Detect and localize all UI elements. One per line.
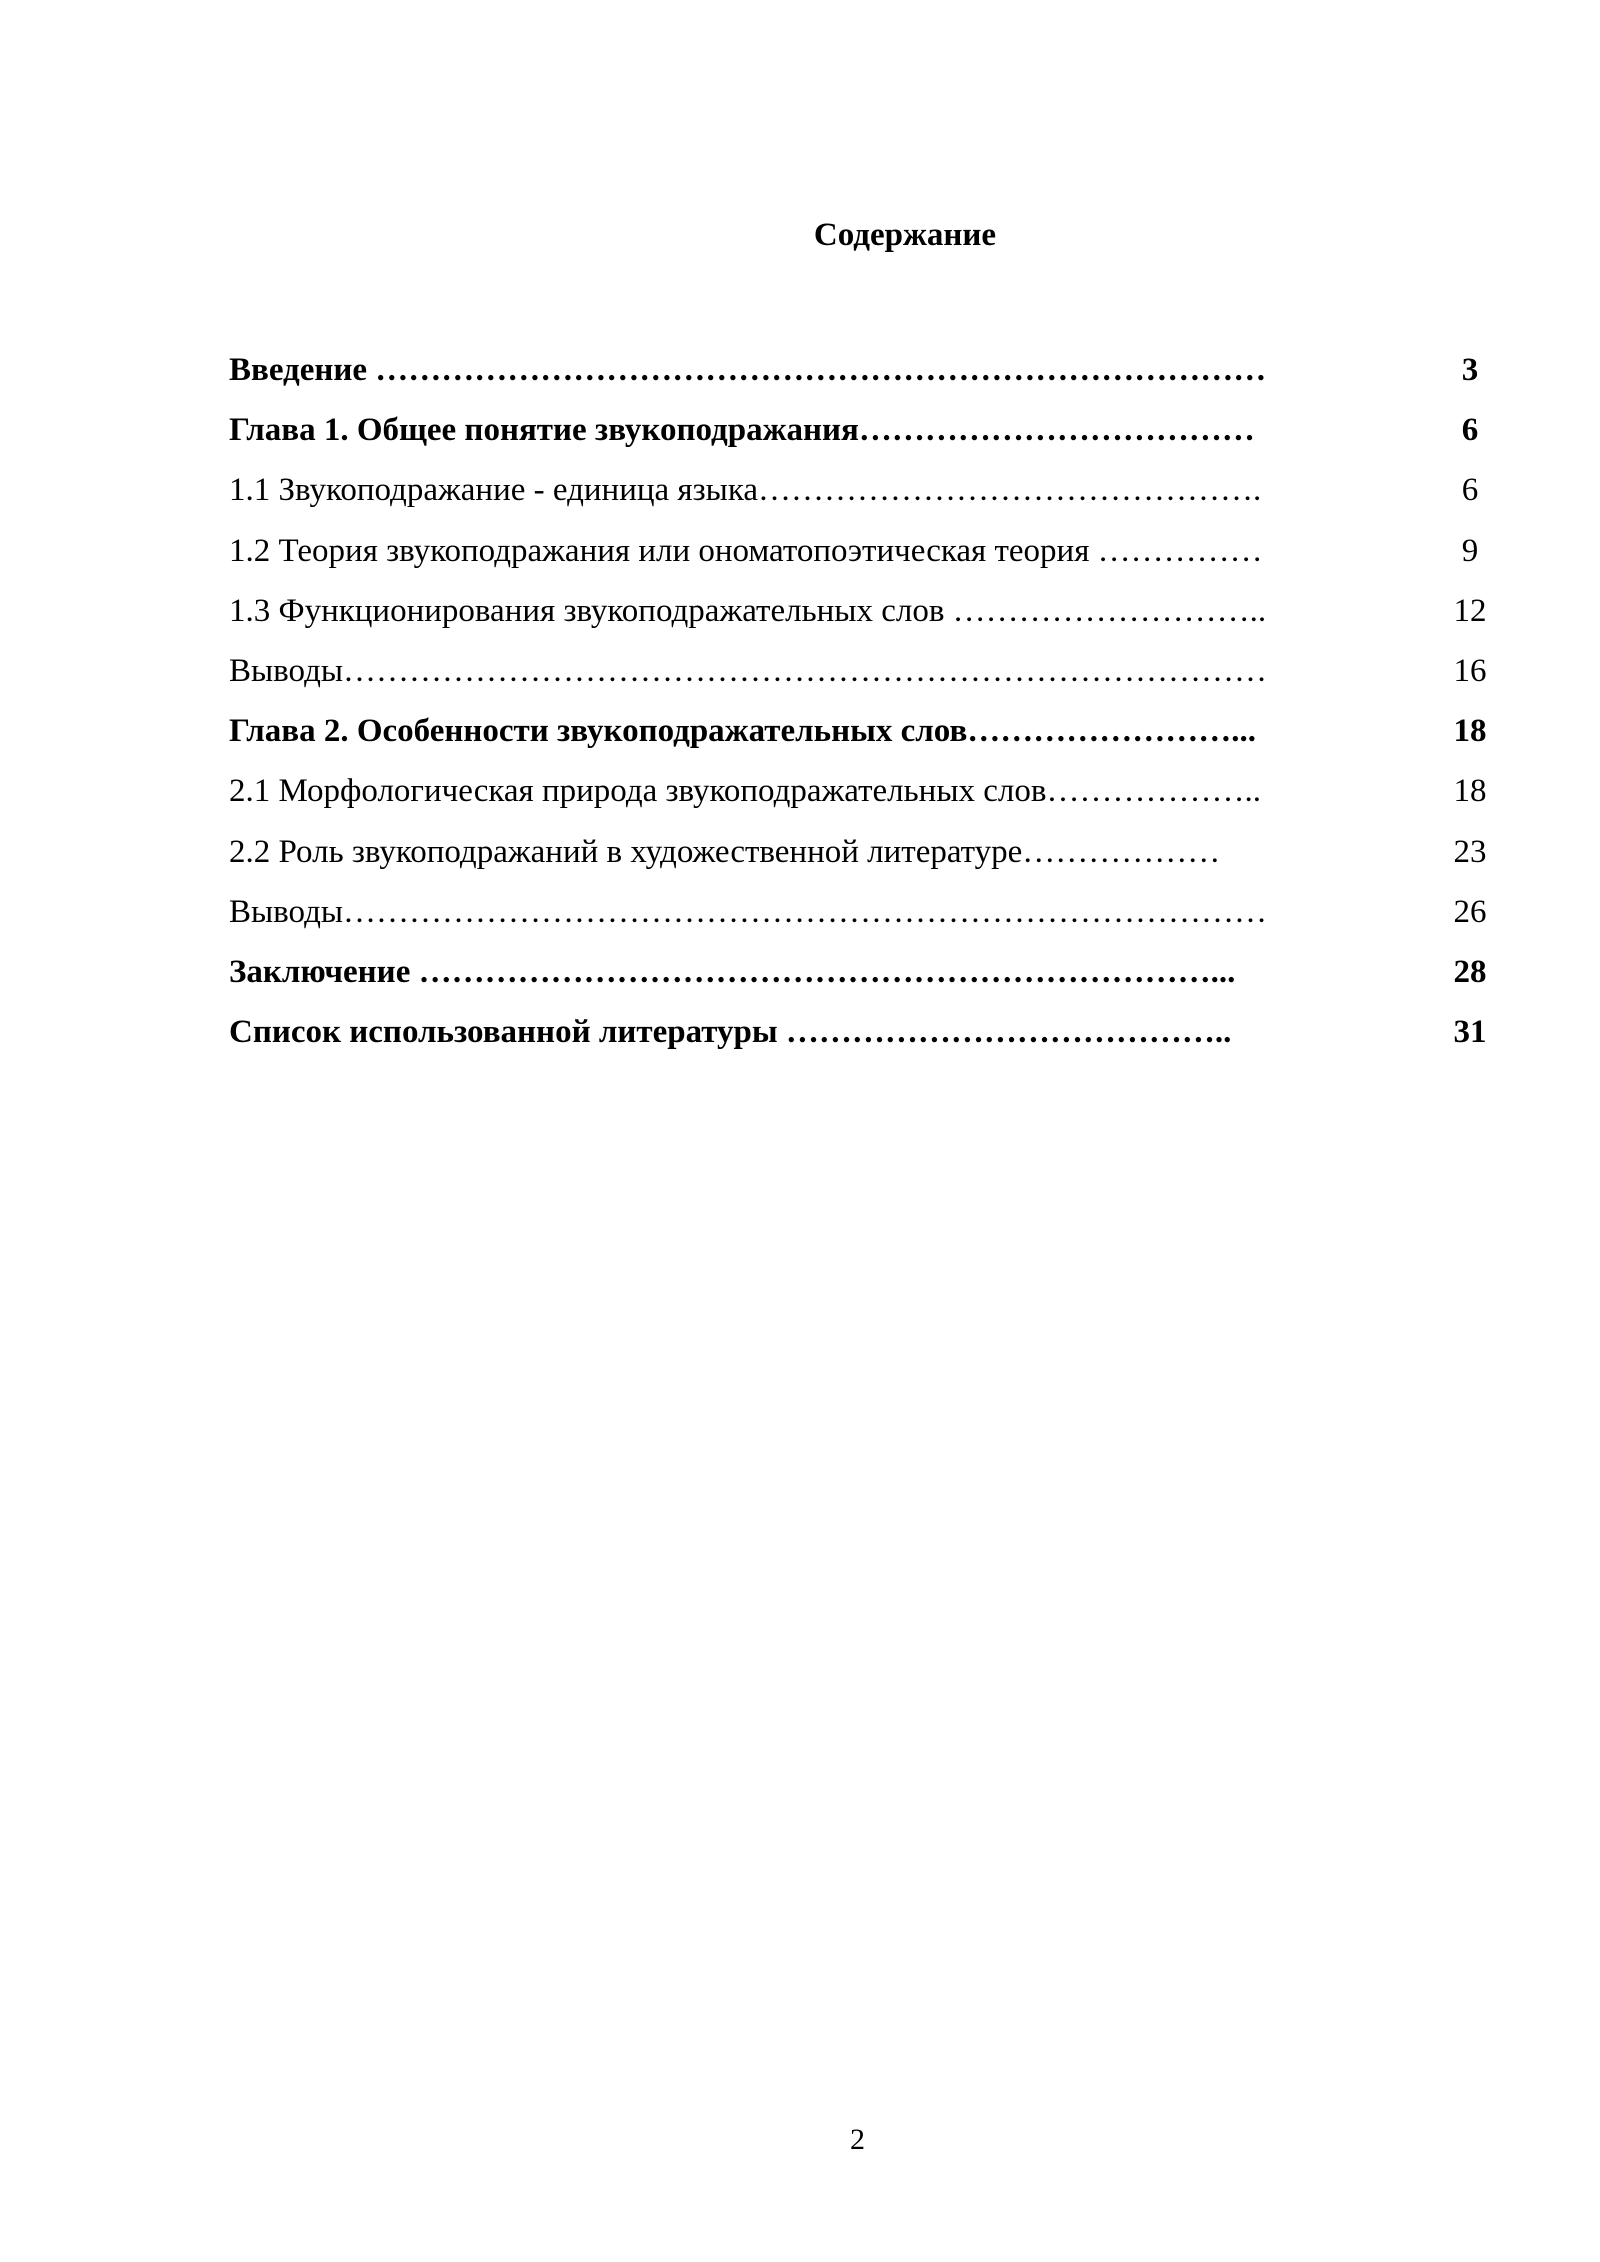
toc-entry-page: 18 xyxy=(1453,713,1487,750)
toc-entry-page: 12 xyxy=(1453,592,1487,629)
toc-entry-title: 2.2 Роль звукоподражаний в художественной литературе……………… xyxy=(229,833,1221,870)
toc-row xyxy=(229,942,1489,1002)
toc-entry-page: 6 xyxy=(1461,412,1479,449)
toc-entry-title: Выводы………………………………………………………………………… xyxy=(229,652,1268,689)
toc-entry-page: 6 xyxy=(1461,472,1479,509)
toc-row xyxy=(229,761,1489,821)
toc-entry-page: 26 xyxy=(1453,893,1487,930)
toc-entry-title: Список использованной литературы ………………………………….. xyxy=(229,1014,1232,1051)
page-number: 2 xyxy=(850,2123,865,2156)
toc-row xyxy=(229,641,1489,701)
table-of-contents xyxy=(229,340,1489,1062)
toc-entry-title: Глава 1. Общее понятие звукоподражания……………………………… xyxy=(229,412,1255,449)
toc-row xyxy=(229,581,1489,641)
toc-row xyxy=(229,400,1489,460)
toc-row xyxy=(229,1002,1489,1062)
toc-row xyxy=(229,701,1489,761)
toc-row xyxy=(229,460,1489,520)
toc-entry-title: 2.1 Морфологическая природа звукоподражательных слов……………….. xyxy=(229,773,1261,810)
toc-entry-page: 28 xyxy=(1453,953,1487,990)
toc-entry-title: 1.3 Функционирования звукоподражательных слов ……………………….. xyxy=(229,592,1267,629)
toc-entry-page: 18 xyxy=(1453,773,1487,810)
toc-row xyxy=(229,521,1489,581)
page-title: Содержание xyxy=(813,217,997,253)
toc-entry-page: 3 xyxy=(1461,352,1479,388)
toc-entry-title: Выводы………………………………………………………………………… xyxy=(229,893,1268,930)
toc-entry-title: Глава 2. Особенности звукоподражательных слов……………………... xyxy=(229,713,1257,750)
toc-row xyxy=(229,882,1489,942)
toc-entry-page: 9 xyxy=(1461,532,1479,569)
toc-entry-page: 16 xyxy=(1453,652,1487,689)
toc-row xyxy=(229,822,1489,882)
toc-entry-page: 23 xyxy=(1453,833,1487,870)
toc-entry-title: Заключение ………………………………………………………………... xyxy=(229,953,1236,990)
toc-entry-page: 31 xyxy=(1453,1014,1487,1051)
toc-entry-title: 1.2 Теория звукоподражания или ономатопоэтическая теория …………… xyxy=(229,532,1263,569)
toc-entry-title: 1.1 Звукоподражание - единица языка………………………………………. xyxy=(229,472,1262,509)
toc-entry-title: Введение ……………………………………………………………………… xyxy=(229,352,1267,388)
toc-row xyxy=(229,340,1489,400)
